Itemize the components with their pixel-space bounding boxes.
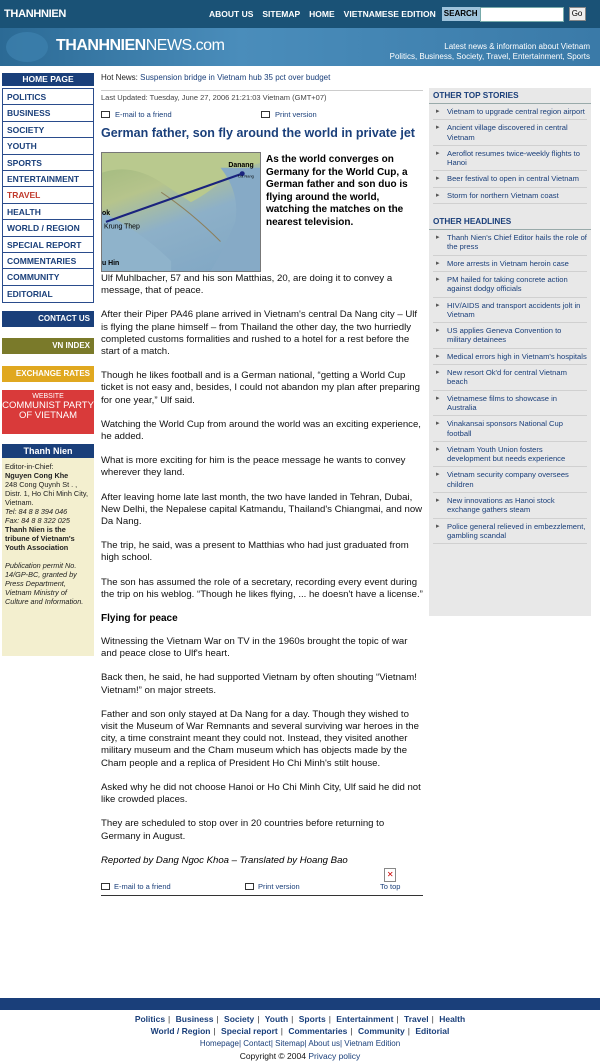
- list-item[interactable]: ▸ Police general relieved in embezzlement, gambling scandal: [433, 519, 587, 545]
- banner: [0, 28, 600, 66]
- sidebar-item-special-report[interactable]: SPECIAL REPORT: [3, 237, 93, 253]
- top-nav: [209, 9, 436, 19]
- list-item[interactable]: ▸ Aeroflot resumes twice-weekly flights to Hanoi: [433, 146, 587, 172]
- tel: Tel: 84 8 8 394 046: [5, 507, 68, 516]
- sidebar-item-community[interactable]: COMMUNITY: [3, 269, 93, 285]
- copyright: Copyright © 2004 Privacy policy: [239, 1051, 361, 1061]
- email-link[interactable]: E-mail to a friend: [101, 109, 261, 120]
- byline: Reported by Dang Ngoc Khoa – Translated by Hoang Bao: [101, 854, 348, 866]
- address: 248 Cong Quynh St . , Distr. 1, Ho Chi Minh City, Vietnam.: [5, 480, 88, 507]
- paragraph: Watching the World Cup from around the world was an exciting experience, he added.: [101, 418, 421, 443]
- hot-news-link[interactable]: Suspension bridge in Vietnam hub 35 pct over budget: [140, 73, 331, 82]
- list-item[interactable]: ▸ Vietnam security company oversees children: [433, 467, 587, 493]
- footer-sections-row1: Politics | Business | Society | Youth | Sports | Entertainment | Travel | Health: [134, 1014, 466, 1024]
- sidebar-item-world-region[interactable]: WORLD / REGION: [3, 220, 93, 236]
- masthead-info: [2, 458, 94, 656]
- go-button[interactable]: Go: [569, 7, 586, 21]
- list-item[interactable]: ▸ PM hailed for taking concrete action against dodgy officials: [433, 272, 587, 298]
- envelope-icon: [101, 883, 110, 890]
- nav-home[interactable]: HOME: [309, 9, 335, 19]
- footer-link-business[interactable]: Business: [175, 1014, 214, 1024]
- search-input[interactable]: [480, 7, 564, 22]
- footer-link-world-region[interactable]: World / Region: [150, 1026, 211, 1036]
- headlines-list: [429, 230, 591, 544]
- website-name: COMMUNIST PARTY OF VIETNAM: [2, 400, 94, 421]
- to-top-icon: ✕: [384, 868, 396, 882]
- paragraph: Witnessing the Vietnam War on TV in the 1960s brought the topic of war and peace close to Ulf's heart.: [101, 636, 408, 660]
- paragraph: Back then, he said, he had supported Vietnam by often shouting “Vietnam! Vietnam!” on major streets.: [101, 672, 417, 696]
- paragraph: The son has assumed the role of a secretary, recording every event during the trip on his weblog. “Though he likes flying, ... he doesn't have a license.”: [101, 576, 423, 600]
- footer-link-editorial[interactable]: Editorial: [415, 1026, 450, 1036]
- list-item[interactable]: ▸ Vinakansai sponsors National Cup football: [433, 416, 587, 442]
- vn-index-button[interactable]: VN INDEX: [2, 338, 94, 354]
- paragraph: Asked why he did not choose Hanoi or Ho Chi Minh City, Ulf said he did not like crowded places.: [101, 781, 421, 806]
- footer: [0, 1013, 600, 1062]
- list-item[interactable]: ▸ Beer festival to open in central Vietnam: [433, 171, 587, 187]
- search-label: SEARCH: [442, 7, 480, 21]
- paragraph: They are scheduled to stop over in 20 countries before returning to Germany in August.: [101, 818, 385, 842]
- top-stories-list: [429, 104, 591, 204]
- hot-news-label: Hot News:: [101, 73, 138, 82]
- exchange-rates-button[interactable]: EXCHANGE RATES: [2, 366, 94, 382]
- map-label-da-nang: Da Nang: [238, 173, 254, 179]
- list-item[interactable]: ▸ HIV/AIDS and transport accidents jolt in Vietnam: [433, 298, 587, 324]
- globe-icon: [6, 32, 48, 62]
- lead-section: [101, 152, 423, 273]
- list-item[interactable]: ▸ Vietnamese films to showcase in Australia: [433, 391, 587, 417]
- route-map-image: [101, 152, 261, 272]
- map-label-bangkok: ok: [102, 209, 111, 217]
- nav-vietnamese-edition[interactable]: VIETNAMESE EDITION: [343, 9, 436, 19]
- banner-logo[interactable]: THANHNIENNEWS.com: [56, 37, 225, 54]
- map-label-hua-hin: u Hin: [102, 260, 120, 268]
- paragraph: The trip, he said, was a present to Matthias who had just graduated from high school.: [101, 540, 409, 564]
- footer-link-special-report[interactable]: Special report: [221, 1026, 278, 1036]
- list-item[interactable]: ▸ Vietnam to upgrade central region airport: [433, 104, 587, 120]
- communist-party-banner[interactable]: [2, 390, 94, 434]
- website-label: WEBSITE: [32, 393, 64, 400]
- footer-bar: [0, 998, 600, 1010]
- sidebar-item-youth[interactable]: YOUTH: [3, 138, 93, 154]
- footer-link-health[interactable]: Health: [439, 1014, 466, 1024]
- footer-link-commentaries[interactable]: Commentaries: [288, 1026, 348, 1036]
- sidebar-item-entertainment[interactable]: ENTERTAINMENT: [3, 171, 93, 187]
- paragraph: What is more exciting for him is the peace message he wants to convey wherever they land.: [101, 455, 406, 479]
- sidebar-home[interactable]: HOME PAGE: [2, 73, 94, 86]
- sidebar-item-editorial[interactable]: EDITORIAL: [7, 288, 53, 299]
- paragraph: After their Piper PA46 plane arrived in Vietnam's central Da Nang city – Ulf is flying the plane himself – from Thailand the other day, the two hurriedly completed customs formalities and rushed to a hotel for a rest before the start of a match.: [101, 309, 418, 358]
- list-item[interactable]: ▸ New resort Ok'd for central Vietnam beach: [433, 365, 587, 391]
- paragraph: Though he likes football and is a German national, “getting a World Cup ticket is not easy and, besides, I could not abandon my plan after preparing for one year,” Ulf said.: [101, 370, 420, 406]
- last-updated: Last Updated: Tuesday, June 27, 2006 21:21:03 Vietnam (GMT+07): [101, 90, 423, 102]
- footer-link-sitemap[interactable]: Sitemap: [275, 1039, 305, 1048]
- paragraph: After leaving home late last month, the two have landed in Tehran, Dubai, New Delhi, the Nepalese capital Katmandu, Thailand's Chiangmai, and now Da Nang.: [101, 491, 423, 528]
- footer-link-sports[interactable]: Sports: [298, 1014, 326, 1024]
- footer-sections-row2: World / Region | Special report | Commentaries | Community | Editorial: [150, 1026, 450, 1036]
- article: [101, 73, 423, 896]
- footer-link-youth[interactable]: Youth: [264, 1014, 289, 1024]
- list-item[interactable]: ▸ Thanh Nien's Chief Editor hails the role of the press: [433, 230, 587, 256]
- envelope-icon: [101, 111, 110, 118]
- headlines-title: OTHER HEADLINES: [429, 214, 591, 230]
- privacy-policy-link[interactable]: Privacy policy: [308, 1051, 361, 1061]
- list-item[interactable]: ▸ US applies Geneva Convention to military detainees: [433, 323, 587, 349]
- sidebar-item-travel[interactable]: TRAVEL: [3, 187, 93, 203]
- article-tools: [101, 109, 423, 120]
- article-title: German father, son fly around the world in private jet: [101, 126, 415, 140]
- sidebar-item-commentaries[interactable]: COMMENTARIES: [3, 253, 93, 269]
- fax: Fax: 84 8 8 322 025: [5, 516, 70, 525]
- map-label-danang: Danang: [228, 161, 254, 169]
- subheading: Flying for peace: [101, 613, 178, 625]
- map-label-krung-thep: Krung Thep: [103, 223, 140, 231]
- footer-link-community[interactable]: Community: [357, 1026, 405, 1036]
- top-bar: [0, 0, 600, 28]
- footer-link-contact[interactable]: Contact: [243, 1039, 271, 1048]
- nav-sitemap[interactable]: SITEMAP: [262, 9, 301, 19]
- list-item[interactable]: ▸ New innovations as Hanoi stock exchange gathers steam: [433, 493, 587, 519]
- editor-name: Nguyen Cong Khe: [5, 471, 69, 480]
- hot-news: [101, 73, 423, 85]
- sidebar-item-health[interactable]: HEALTH: [3, 204, 93, 220]
- sidebar-item-sports[interactable]: SPORTS: [3, 155, 93, 171]
- list-item[interactable]: ▸ Vietnam Youth Union fosters development but needs experience: [433, 442, 587, 468]
- sidebar-item-business[interactable]: BUSINESS: [3, 105, 93, 121]
- top-stories-title: OTHER TOP STORIES: [429, 88, 591, 104]
- right-column: [429, 88, 591, 616]
- footer-link-vietnam-edition[interactable]: Vietnam Edition: [344, 1039, 401, 1048]
- banner-tagline: Latest news & information about Vietnam: [444, 42, 590, 51]
- footer-link-travel[interactable]: Travel: [404, 1014, 429, 1024]
- list-item[interactable]: ▸ More arrests in Vietnam heroin case: [433, 256, 587, 272]
- nav-about-us[interactable]: ABOUT US: [209, 9, 254, 19]
- footer-link-politics[interactable]: Politics: [134, 1014, 166, 1024]
- email-link-bottom[interactable]: E-mail to a friend: [101, 882, 245, 891]
- footer-link-entertainment[interactable]: Entertainment: [336, 1014, 394, 1024]
- thanh-nien-heading: Thanh Nien: [2, 444, 94, 458]
- banner-sections: Politics, Business, Society, Travel, Entertainment, Sports: [389, 52, 590, 61]
- paragraph: Father and son only stayed at Da Nang for a day. Though they wished to visit the Museum of War Remnants and several surviving war heroes in the city, a time constraint meant they could not. Instead, they visited another military museum and the Cham museum which has objects made by the Cham people and a replica of President Ho Chi Minh's stilt house.: [101, 708, 419, 769]
- list-item[interactable]: ▸ Storm for northern Vietnam coast: [433, 188, 587, 204]
- printer-icon: [261, 111, 270, 118]
- publication-permit: Publication permit No. 14/GP-BC, granted by Press Department, Vietnam Ministry of Culture and Information.: [5, 561, 84, 606]
- site-logo[interactable]: THANHNIEN: [4, 8, 67, 20]
- bottom-tools: [101, 869, 423, 896]
- to-top-link[interactable]: ✕ To top: [380, 869, 401, 891]
- article-body: [101, 273, 423, 866]
- footer-link-about-us[interactable]: About us: [308, 1039, 340, 1048]
- printer-icon: [245, 883, 254, 890]
- footer-link-society[interactable]: Society: [224, 1014, 255, 1024]
- sidebar-item-politics[interactable]: POLITICS: [3, 89, 93, 105]
- sidebar-item-society[interactable]: SOCIETY: [3, 122, 93, 138]
- article-lead: As the world converges on Germany for the World Cup, a German father and son duo is flying around the world, watching the matches on the nearest television.: [266, 154, 408, 228]
- section-nav: [2, 88, 94, 303]
- print-link-bottom[interactable]: Print version: [245, 882, 380, 891]
- footer-link-homepage[interactable]: Homepage: [199, 1039, 239, 1048]
- tribune-text: Thanh Nien is the tribune of Vietnam's Youth Association: [5, 525, 75, 552]
- print-link[interactable]: Print version: [261, 109, 317, 120]
- contact-us-button[interactable]: CONTACT US: [2, 311, 94, 327]
- paragraph: Ulf Muhlbacher, 57 and his son Matthias, 20, are doing it to convey a message, that of peace.: [101, 273, 393, 297]
- list-item[interactable]: ▸ Medical errors high in Vietnam's hospitals: [433, 349, 587, 365]
- left-sidebar: [2, 73, 94, 303]
- list-item[interactable]: ▸ Ancient village discovered in central Vietnam: [433, 120, 587, 146]
- footer-utility-row: Homepage| Contact| Sitemap| About us| Vietnam Edition: [199, 1039, 401, 1048]
- editor-label: Editor-in-Chief:: [5, 462, 54, 471]
